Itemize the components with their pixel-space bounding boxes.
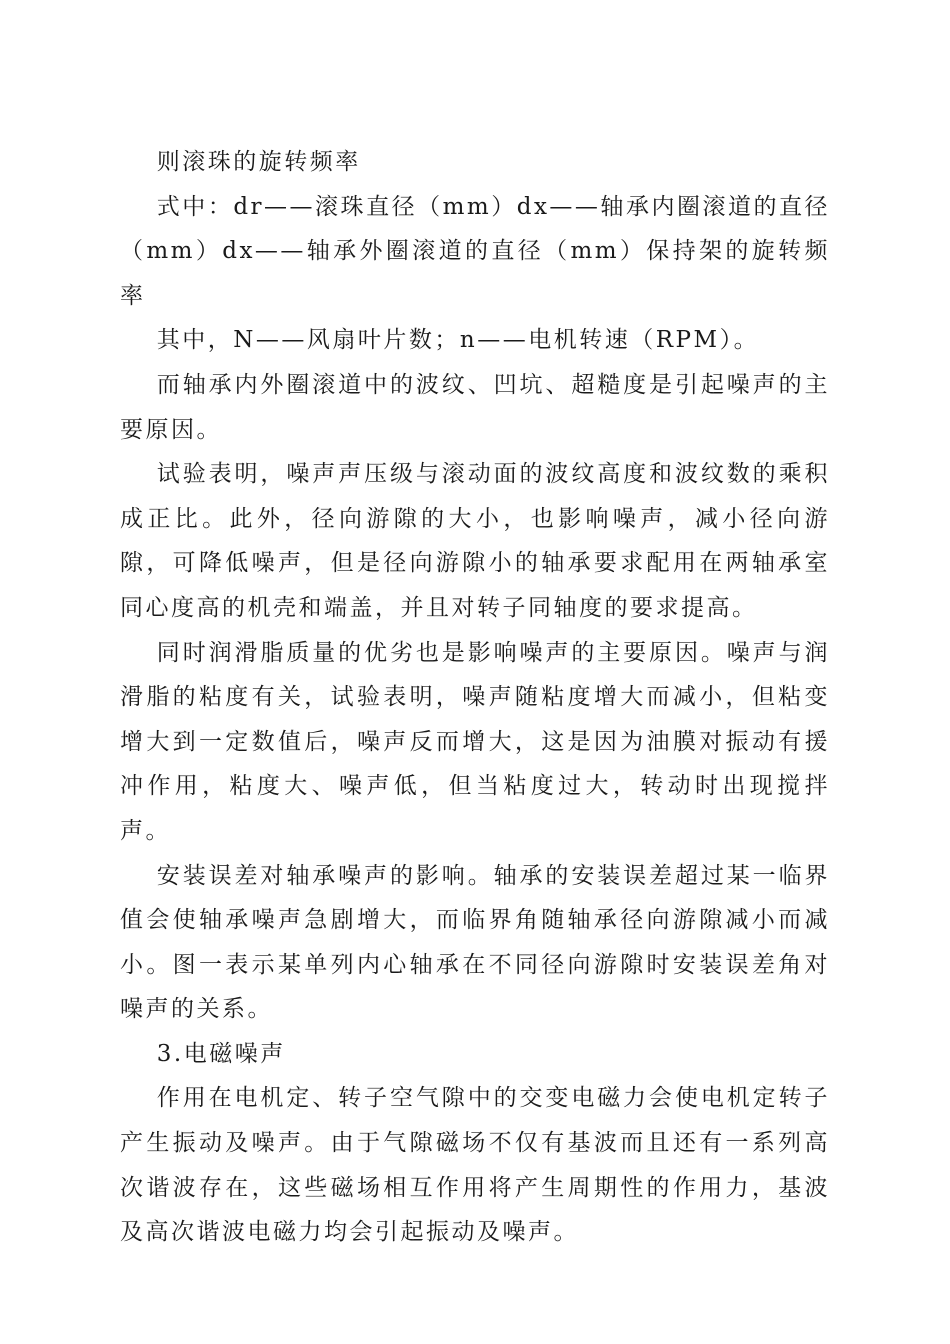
document-body — [120, 140, 830, 1255]
paragraph-installation-error: 安装误差对轴承噪声的影响。轴承的安装误差超过某一临界值会使轴承噪声急剧增大，而临界角随轴承径向游隙减小而减小。图一表示某单列内心轴承在不同径向游隙时安装误差角对噪声的关系。 — [120, 862, 830, 1023]
paragraph-test-results-clearance: 试验表明，噪声声压级与滚动面的波纹高度和波纹数的乘积成正比。此外，径向游隙的大小，也影响噪声，减小径向游隙，可降低噪声，但是径向游隙小的轴承要求配用在两轴承室同心度高的机壳和端盖，并且对转子同轴度的要求提高。 — [120, 461, 830, 621]
paragraph-electromagnetic-force: 作用在电机定、转子空气隙中的交变电磁力会使电机定转子产生振动及噪声。由于气隙磁场不仅有基波而且还有一系列高次谐波存在，这些磁场相互作用将产生周期性的作用力，基波及高次谐波电磁力均会引起振动及噪声。 — [120, 1085, 830, 1246]
paragraph-lubricant-quality: 同时润滑脂质量的优劣也是影响噪声的主要原因。噪声与润滑脂的粘度有关，试验表明，噪声随粘度增大而减小，但粘变增大到一定数值后，噪声反而增大，这是因为油膜对振动有援冲作用，粘度大、噪声低，但当粘度过大，转动时出现搅拌声。 — [120, 639, 830, 844]
paragraph-fan-blade-definitions: 其中，N——风扇叶片数；n——电机转速（RPM）。 — [156, 327, 760, 354]
paragraph-raceway-noise-cause: 而轴承内外圈滚道中的波纹、凹坑、超糙度是引起噪声的主要原因。 — [120, 371, 830, 443]
section-heading-electromagnetic-noise: 3.电磁噪声 — [156, 1040, 286, 1067]
paragraph-formula-definitions: 式中：dr——滚珠直径（mm）dx——轴承内圈滚道的直径（mm）dx——轴承外圈滚道的直径（mm）保持架的旋转频率 — [120, 193, 830, 309]
paragraph-rolling-ball-frequency: 则滚珠的旋转频率 — [156, 149, 361, 175]
